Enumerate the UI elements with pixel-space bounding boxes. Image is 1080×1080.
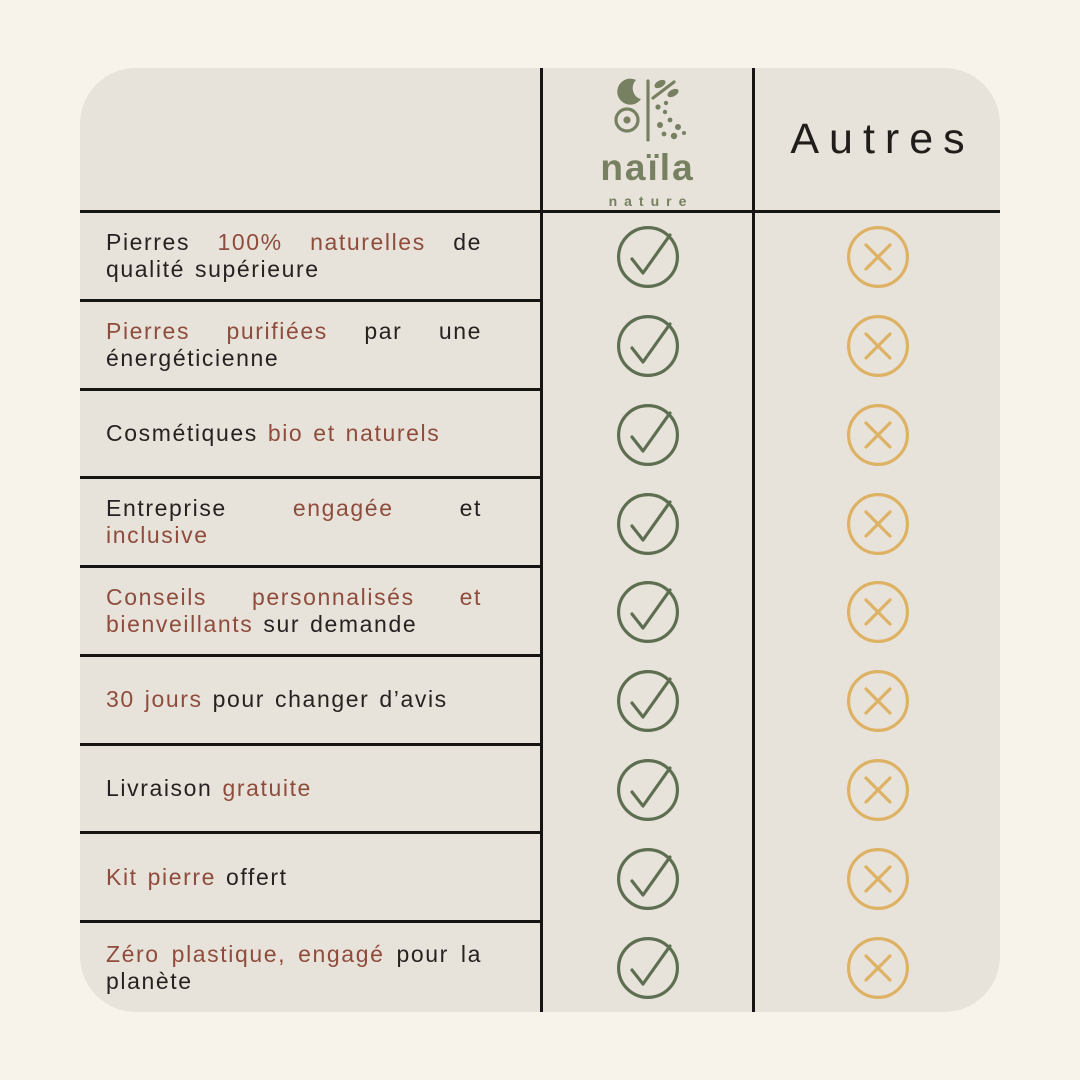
brand-wordmark: naïla <box>600 147 695 188</box>
header-empty-cell <box>80 68 540 213</box>
feature-label-segment: gratuite <box>222 775 312 802</box>
feature-label <box>106 686 482 713</box>
check-circle-icon <box>616 314 680 378</box>
feature-label <box>106 420 482 447</box>
feature-label-cell <box>80 834 540 923</box>
feature-label-segment: bio et naturels <box>267 419 441 446</box>
competitor-column-header <box>752 68 1000 213</box>
brand-column-header <box>540 68 752 213</box>
autres-value-cell <box>752 391 1000 480</box>
feature-label-segment: par une énergéticienne <box>106 317 482 371</box>
feature-label-cell <box>80 213 540 302</box>
check-circle-icon <box>616 669 680 733</box>
feature-label-cell <box>80 302 540 391</box>
autres-value-cell <box>752 923 1000 1012</box>
naila-value-cell <box>540 657 752 746</box>
feature-label-segment: Conseils personnalisés et bienveillants <box>106 583 482 637</box>
cross-circle-icon <box>846 936 910 1000</box>
feature-label-segment: pour la planète <box>106 940 482 994</box>
naila-value-cell <box>540 923 752 1012</box>
naila-value-cell <box>540 834 752 923</box>
cross-circle-icon <box>846 403 910 467</box>
feature-label-segment: sur demande <box>253 610 418 637</box>
competitor-label: Autres <box>790 114 975 163</box>
feature-label-segment: Kit pierre <box>106 863 217 890</box>
feature-label <box>106 318 482 372</box>
check-circle-icon <box>616 758 680 822</box>
naila-value-cell <box>540 568 752 657</box>
cross-circle-icon <box>846 492 910 556</box>
check-circle-icon <box>616 936 680 1000</box>
feature-label-cell <box>80 568 540 657</box>
naila-value-cell <box>540 213 752 302</box>
brand-logo-icon <box>598 75 698 147</box>
autres-value-cell <box>752 834 1000 923</box>
feature-label-cell <box>80 657 540 746</box>
check-circle-icon <box>616 225 680 289</box>
check-circle-icon <box>616 847 680 911</box>
feature-label-segment: Pierres <box>106 228 218 255</box>
feature-label <box>106 495 482 549</box>
feature-label <box>106 229 482 283</box>
autres-value-cell <box>752 746 1000 835</box>
feature-label-segment: pour changer d’avis <box>202 686 448 713</box>
check-circle-icon <box>616 403 680 467</box>
cross-circle-icon <box>846 225 910 289</box>
feature-label-cell <box>80 746 540 835</box>
feature-label-segment: engagée <box>292 495 394 522</box>
feature-label-segment: inclusive <box>106 522 209 549</box>
naila-value-cell <box>540 391 752 480</box>
naila-value-cell <box>540 479 752 568</box>
feature-label <box>106 584 482 638</box>
feature-label-segment: 100% naturelles <box>217 228 426 255</box>
feature-label-segment: Livraison <box>106 775 223 802</box>
check-circle-icon <box>616 492 680 556</box>
feature-label-segment: offert <box>216 863 288 890</box>
cross-circle-icon <box>846 314 910 378</box>
comparison-card <box>80 68 1000 1012</box>
brand-tagline: nature <box>608 193 694 209</box>
feature-label-segment: Cosmétiques <box>106 419 268 446</box>
autres-value-cell <box>752 479 1000 568</box>
feature-label-cell <box>80 923 540 1012</box>
feature-label-cell <box>80 391 540 480</box>
naila-value-cell <box>540 302 752 391</box>
feature-label <box>106 941 482 995</box>
feature-label-segment: Entreprise <box>106 495 293 522</box>
autres-value-cell <box>752 302 1000 391</box>
feature-label-segment: de qualité supérieure <box>106 228 482 282</box>
autres-value-cell <box>752 568 1000 657</box>
feature-label-segment: Pierres purifiées <box>106 317 328 344</box>
cross-circle-icon <box>846 847 910 911</box>
feature-label-cell <box>80 479 540 568</box>
cross-circle-icon <box>846 758 910 822</box>
autres-value-cell <box>752 213 1000 302</box>
feature-label <box>106 775 482 802</box>
feature-label-segment: Zéro plastique, engagé <box>106 940 385 967</box>
cross-circle-icon <box>846 580 910 644</box>
feature-label-segment: 30 jours <box>106 686 203 713</box>
feature-label-segment: et <box>393 495 482 522</box>
naila-value-cell <box>540 746 752 835</box>
autres-value-cell <box>752 657 1000 746</box>
cross-circle-icon <box>846 669 910 733</box>
feature-label <box>106 864 482 891</box>
check-circle-icon <box>616 580 680 644</box>
